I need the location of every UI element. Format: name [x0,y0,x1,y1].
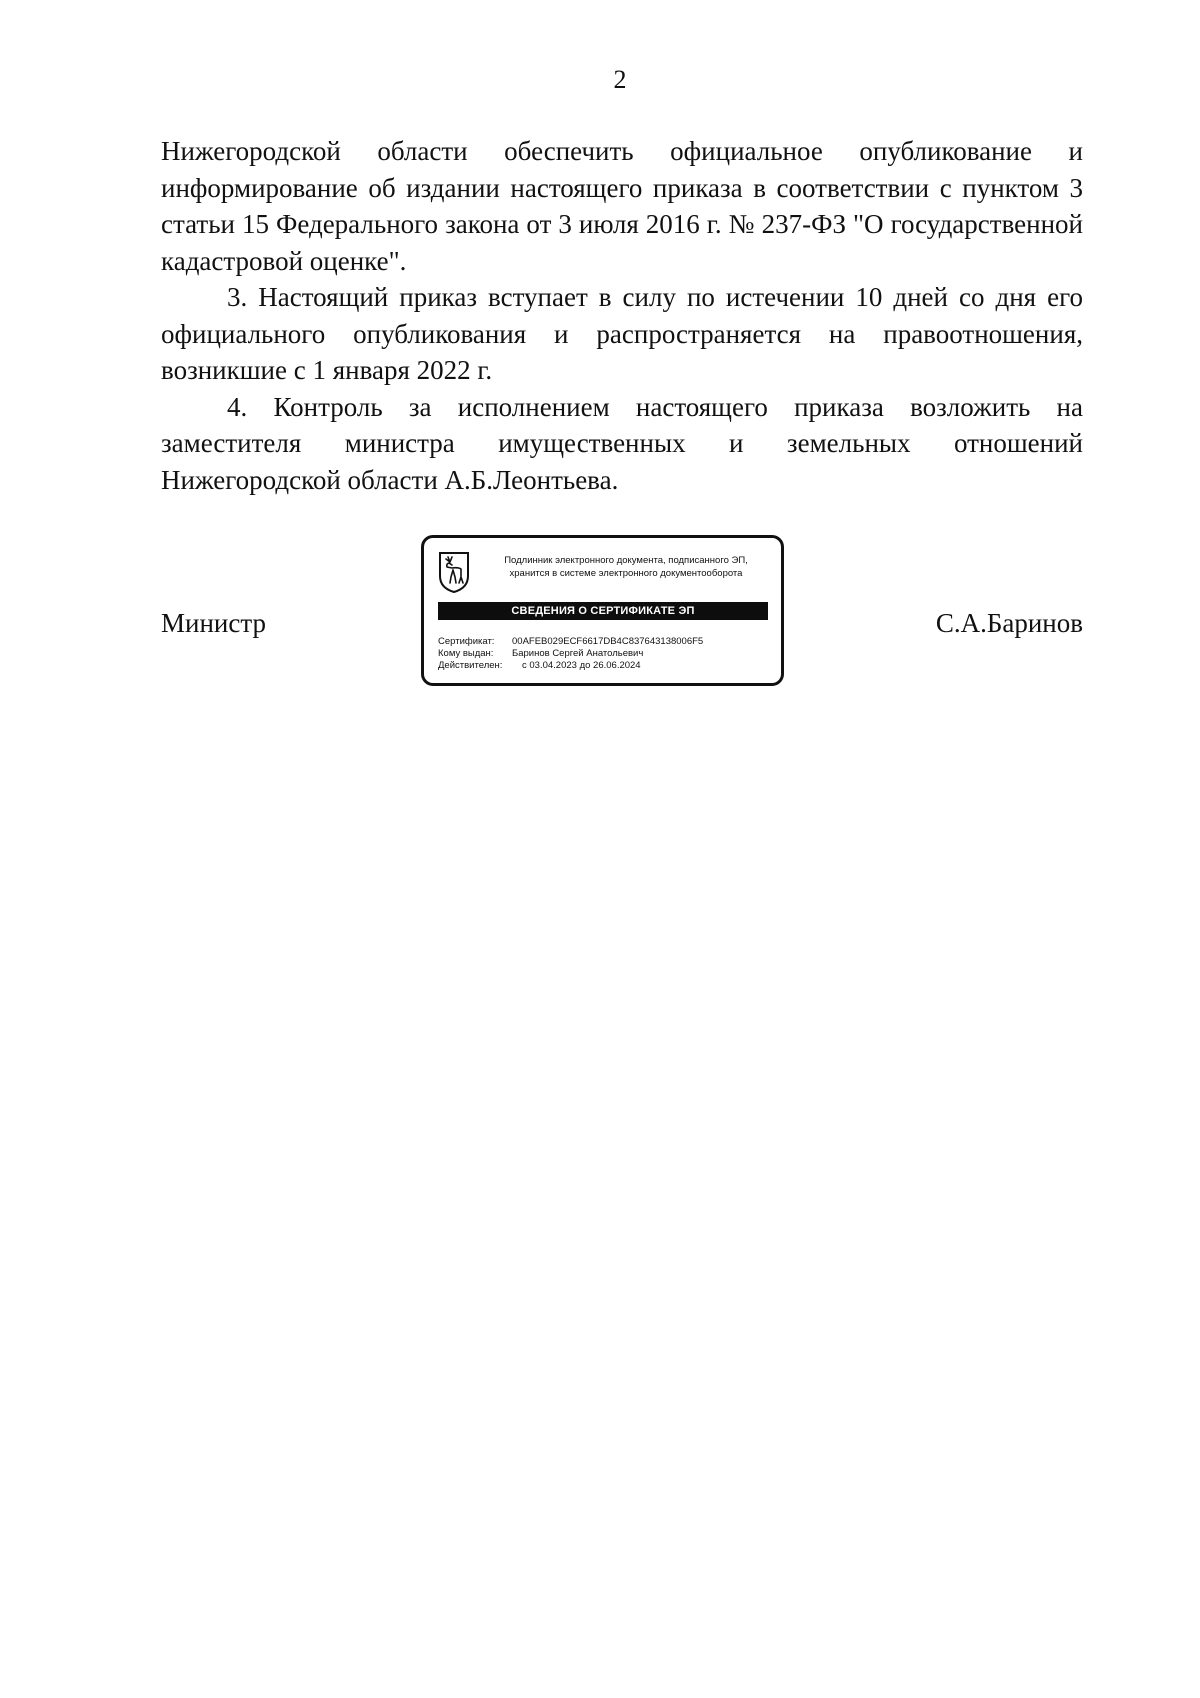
certificate-label: Сертификат: [438,636,495,647]
certificate-banner: СВЕДЕНИЯ О СЕРТИФИКАТЕ ЭП [438,602,768,620]
document-body [161,133,1083,498]
signatory-title: Министр [161,608,266,638]
certificate-row [438,636,778,648]
electronic-signature-stamp [421,535,784,686]
issued-to-row [438,648,778,660]
paragraph-3: 3. Настоящий приказ вступает в силу по истечении 10 дней со дня его официального опубликования и распространяется на правоотношения, возникшие с 1 января 2022 г. [161,282,1083,385]
validity-value: с 03.04.2023 до 26.06.2024 [522,660,641,671]
paragraph-4: 4. Контроль за исполнением настоящего приказа возложить на заместителя министра имущественных и земельных отношений Нижегородской области А.Б.Леонтьева. [161,391,1083,495]
issued-to-label: Кому выдан: [438,648,494,659]
certificate-details [438,636,778,672]
stamp-header-line-2: хранится в системе электронного документооборота [509,568,743,579]
nizhny-novgorod-deer-emblem-icon [437,550,471,594]
stamp-header-line-1: Подлинник электронного документа, подписанного ЭП, [504,555,748,566]
certificate-value: 00AFEB029ECF6617DB4C837643138006F5 [512,636,704,647]
paragraph-continuation: Нижегородской области обеспечить официальное опубликование и информирование об издании настоящего приказа в соответствии с пунктом 3 статьи 15 Федерального закона от 3 июля 2016 г. № 237-ФЗ "О государственной кадастровой оценке". [161,136,1083,276]
validity-label: Действителен: [438,660,503,671]
validity-row [438,660,778,672]
page-number: 2 [613,65,627,94]
signatory-name: С.А.Баринов [935,608,1083,638]
issued-to-value: Баринов Сергей Анатольевич [512,648,644,659]
stamp-header [470,554,782,580]
